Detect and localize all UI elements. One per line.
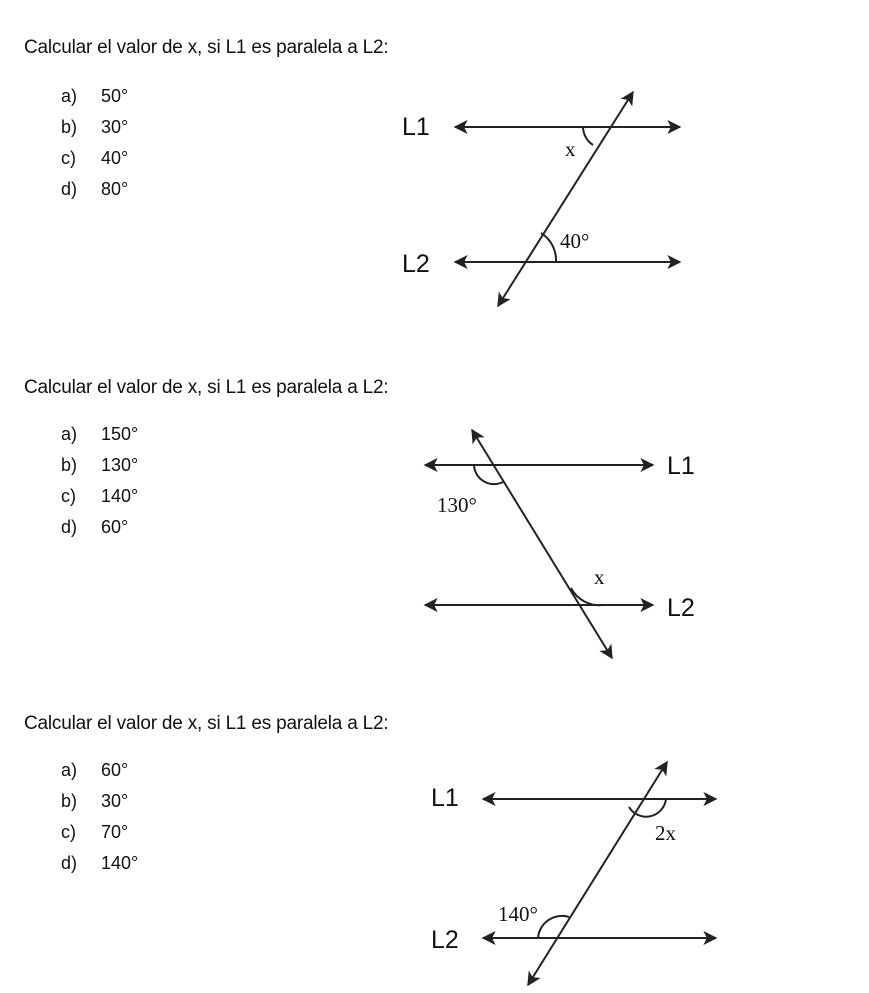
label-l2: L2	[402, 250, 430, 278]
option-value: 150°	[101, 424, 139, 444]
question-prompt: Calcular el valor de x, si L1 es paralela a L2:	[24, 377, 389, 398]
option-value: 30°	[101, 117, 129, 137]
question-3	[0, 680, 869, 993]
label-l2: L2	[431, 926, 459, 954]
option-letter: d)	[61, 517, 78, 537]
option-value: 30°	[101, 791, 129, 811]
angle-x-arc	[583, 127, 593, 145]
option-letter: c)	[61, 822, 76, 842]
option-value: 140°	[101, 853, 139, 873]
transversal-line	[498, 92, 633, 306]
transversal-line	[528, 762, 667, 985]
angle-x-label: x	[594, 565, 605, 589]
option-letter: c)	[61, 486, 76, 506]
option-letter: d)	[61, 853, 78, 873]
question-prompt: Calcular el valor de x, si L1 es paralela a L2:	[24, 37, 389, 58]
angle-40-arc	[541, 233, 556, 262]
parallel-lines-figure	[0, 0, 869, 340]
option-letter: b)	[61, 791, 78, 811]
angle-known-label: 140°	[498, 902, 538, 926]
option-value: 60°	[101, 517, 129, 537]
question-1	[0, 0, 869, 340]
angle-x-label: x	[565, 137, 576, 161]
option-value: 130°	[101, 455, 139, 475]
angle-2x-label: 2x	[655, 821, 676, 845]
question-prompt: Calcular el valor de x, si L1 es paralela a L2:	[24, 713, 389, 734]
option-value: 70°	[101, 822, 129, 842]
option-letter: a)	[61, 86, 78, 106]
option-value: 80°	[101, 179, 129, 199]
parallel-lines-figure	[0, 340, 869, 680]
angle-known-label: 130°	[437, 493, 477, 517]
option-letter: b)	[61, 455, 78, 475]
option-letter: a)	[61, 760, 78, 780]
angle-2x-arc	[629, 799, 666, 817]
parallel-lines-figure	[0, 680, 869, 993]
label-l2: L2	[667, 594, 695, 622]
angle-known-label: 40°	[560, 229, 590, 253]
option-letter: a)	[61, 424, 78, 444]
option-value: 40°	[101, 148, 129, 168]
option-letter: b)	[61, 117, 78, 137]
option-value: 140°	[101, 486, 139, 506]
question-2	[0, 340, 869, 680]
option-value: 60°	[101, 760, 129, 780]
option-letter: c)	[61, 148, 76, 168]
angle-x-arc	[571, 588, 603, 605]
option-value: 50°	[101, 86, 129, 106]
label-l1: L1	[667, 452, 695, 480]
option-letter: d)	[61, 179, 78, 199]
label-l1: L1	[431, 784, 459, 812]
label-l1: L1	[402, 113, 430, 141]
